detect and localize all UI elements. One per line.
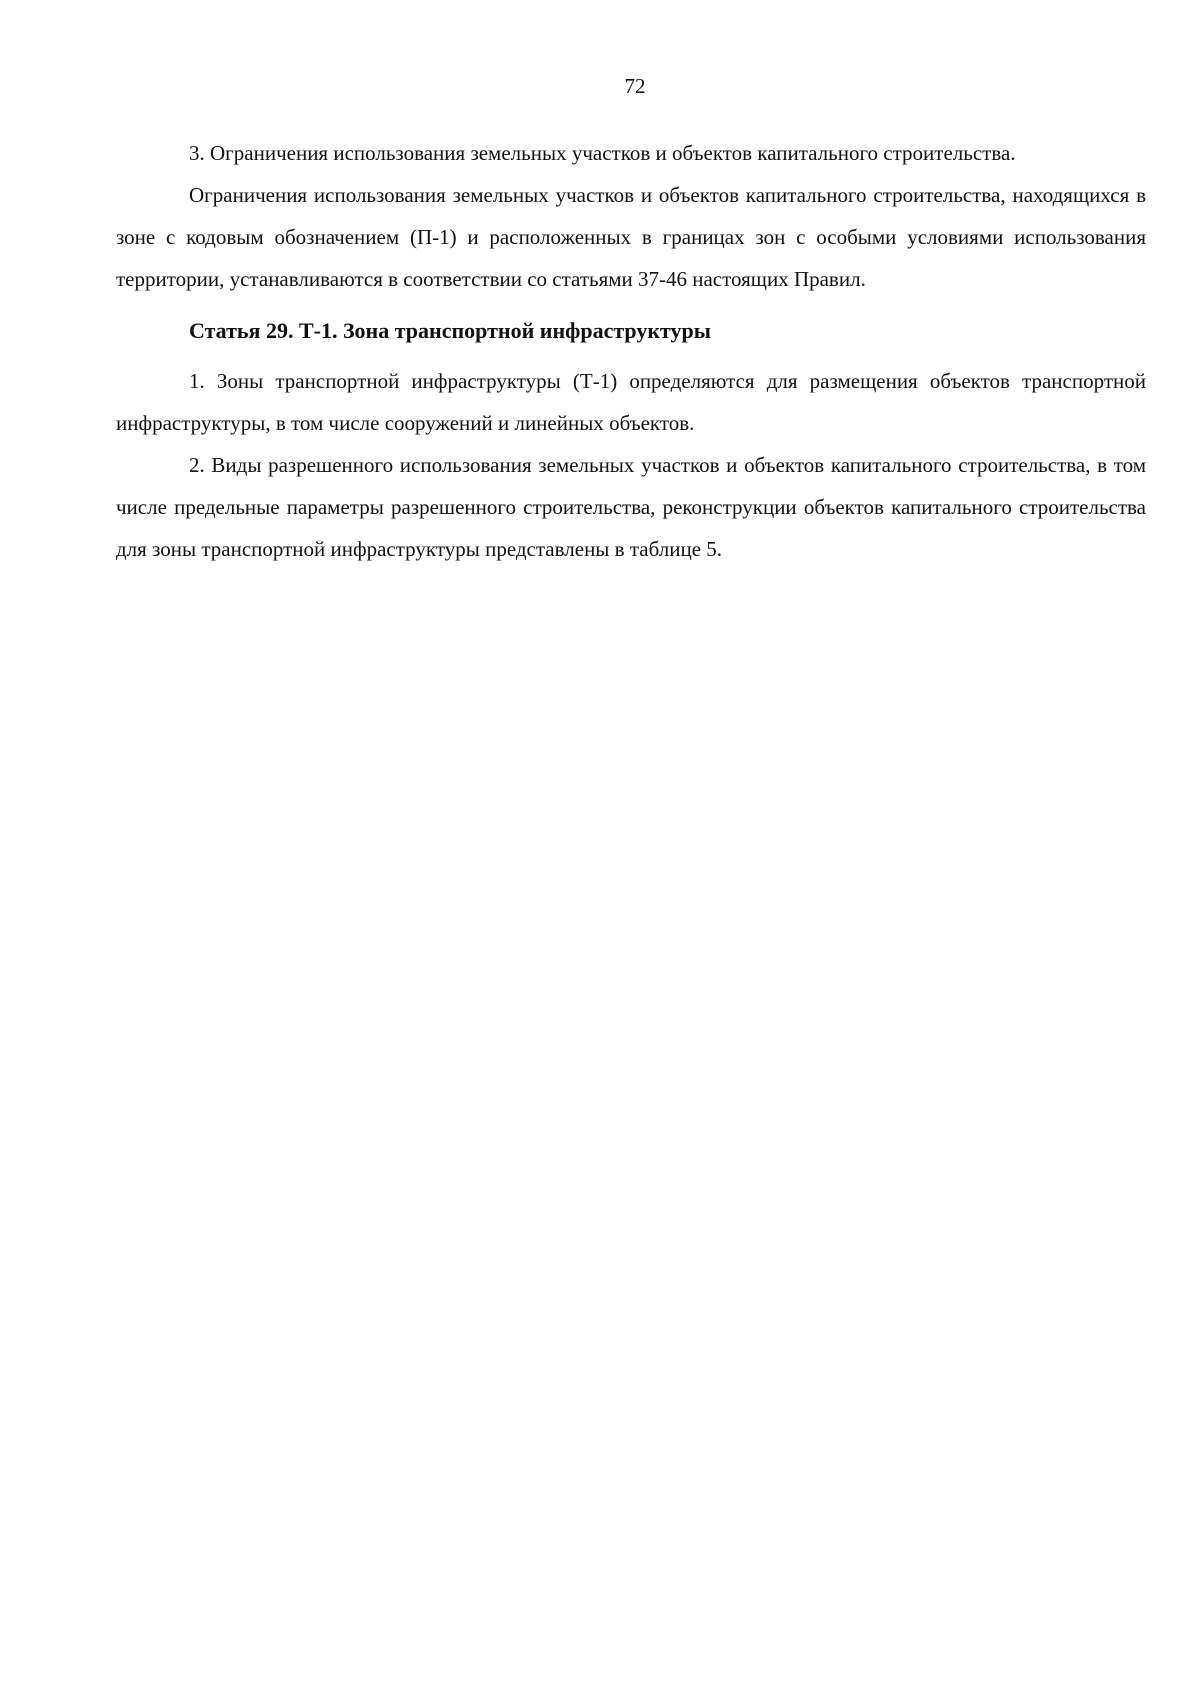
page-number: 72	[624, 74, 646, 98]
document-body	[116, 132, 1146, 570]
paragraph-restrictions-body: Ограничения использования земельных участков и объектов капитального строительства, находящихся в зоне с кодовым обозначением (П-1) и расположенных в границах зон с особыми условиями использования территории, устанавливаются в соответствии со статьями 37-46 настоящих Правил.	[116, 183, 1146, 291]
paragraph-zone-definition: 1. Зоны транспортной инфраструктуры (Т-1) определяются для размещения объектов транспортной инфраструктуры, в том числе сооружений и линейных объектов.	[116, 369, 1146, 435]
article-heading: Статья 29. Т-1. Зона транспортной инфраструктуры	[189, 318, 711, 343]
paragraph-restrictions-title: 3. Ограничения использования земельных участков и объектов капитального строительства.	[189, 141, 1016, 165]
paragraph-permitted-uses: 2. Виды разрешенного использования земельных участков и объектов капитального строительства, в том числе предельные параметры разрешенного строительства, реконструкции объектов капитального строительства для зоны транспортной инфраструктуры представлены в таблице 5.	[116, 453, 1146, 561]
